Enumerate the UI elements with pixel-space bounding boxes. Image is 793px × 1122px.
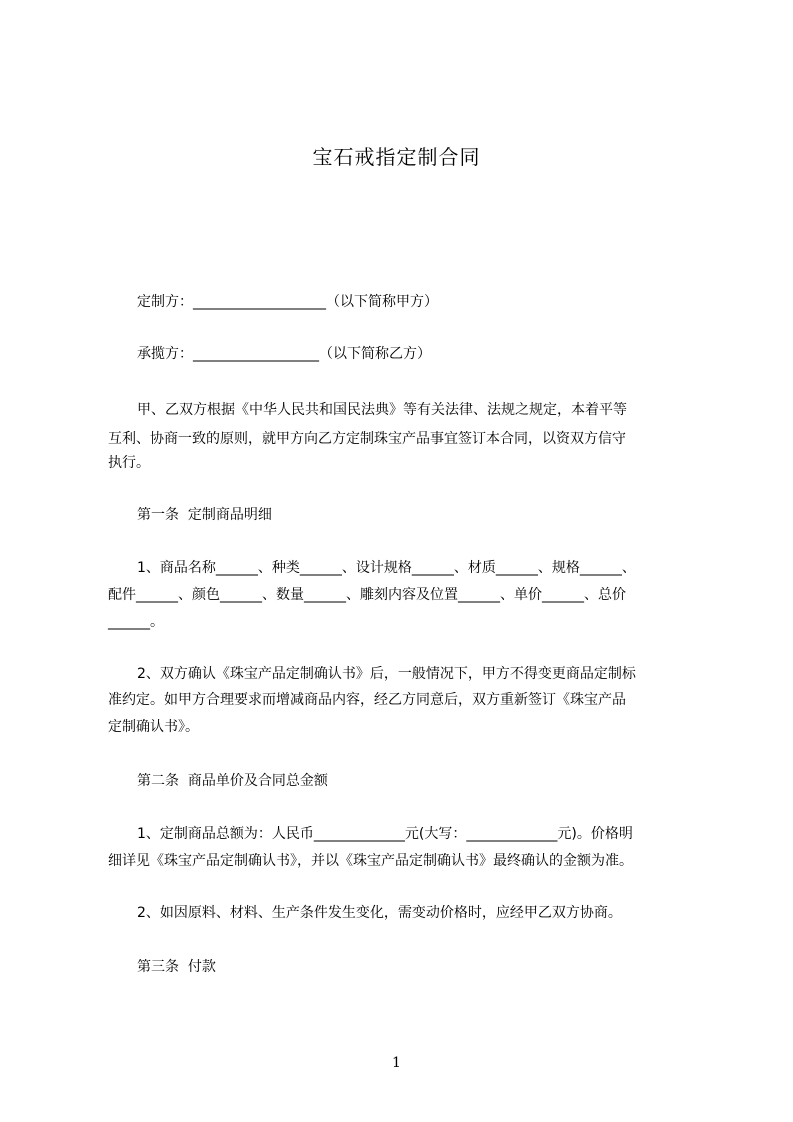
page-number: 1 [392,1055,401,1071]
article-1-clause-2-line-1: 2、双方确认《珠宝产品定制确认书》后，一般情况下，甲方不得变更商品定制标 [137,666,636,682]
article-1-clause-1-line-2: 配件______、颜色______、数量______、雕刻内容及位置______、单价______、总价 [108,587,626,603]
article-1-clause-2-line-3: 定制确认书》。 [108,719,199,735]
document-title: 宝石戒指定制合同 [312,145,481,169]
party-b-line: 承揽方：__________________（以下简称乙方） [137,346,431,362]
preamble-line-2: 互利、协商一致的原则，就甲方向乙方定制珠宝产品事宜签订本合同，以资双方信守 [108,431,626,447]
preamble-line-3: 执行。 [108,455,150,471]
article-1-clause-1-line-1: 1、商品名称______、种类______、设计规格______、材质______、规格______、 [137,560,636,576]
article-1-clause-1-line-3: ______。 [108,614,164,630]
preamble-line-1: 甲、乙双方根据《中华人民共和国民法典》等有关法律、法规之规定，本着平等 [137,402,627,418]
party-a-line: 定制方：___________________（以下简称甲方） [137,294,438,310]
article-1-heading: 第一条 定制商品明细 [137,507,272,523]
article-2-clause-1-line-1: 1、定制商品总额为：人民币_____________元(大写：_____________元)。价格明 [137,826,633,842]
article-1-clause-2-line-2: 准约定。如甲方合理要求而增减商品内容，经乙方同意后，双方重新签订《珠宝产品 [108,692,626,708]
article-2-clause-1-line-2: 细详见《珠宝产品定制确认书》，并以《珠宝产品定制确认书》最终确认的金额为准。 [108,853,633,869]
article-2-clause-2: 2、如因原料、材料、生产条件发生变化，需变动价格时，应经甲乙双方协商。 [137,905,622,921]
article-3-heading: 第三条 付款 [137,959,216,975]
article-2-heading: 第二条 商品单价及合同总金额 [137,773,328,789]
